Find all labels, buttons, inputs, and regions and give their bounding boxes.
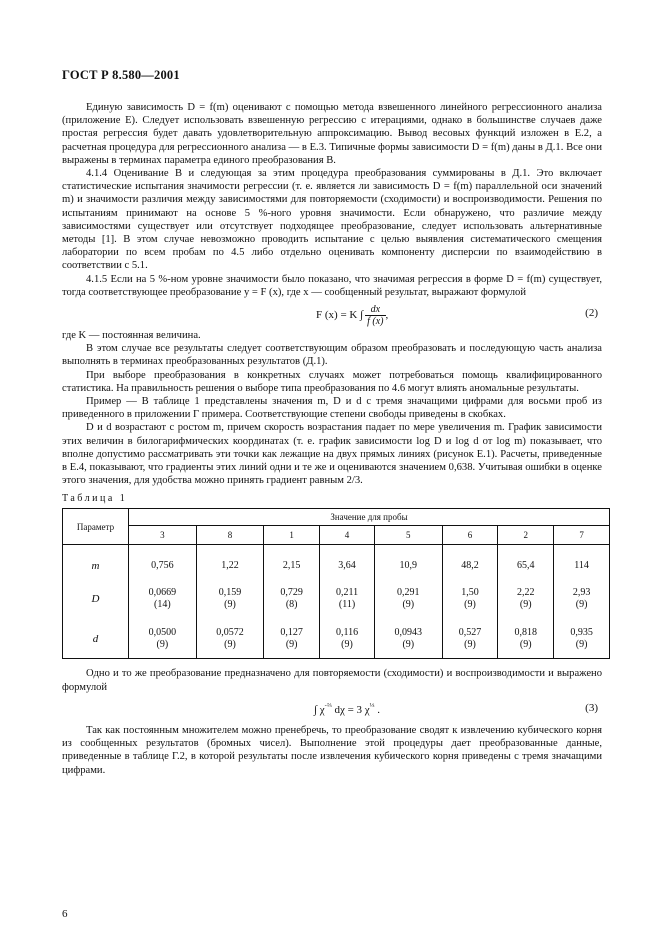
value-cell <box>498 579 554 619</box>
formula-2-lhs: F (x) = K ∫ <box>316 309 364 322</box>
cell-value: 2,93 <box>572 586 591 598</box>
cell-value: 0,0943 <box>394 626 423 638</box>
group-header: Значение для пробы <box>129 509 610 526</box>
cell-value: 0,127 <box>280 626 303 638</box>
value-cell <box>374 579 442 619</box>
paragraph-8: D и d возрастают с ростом m, причем скорость возрастания падает по мере увеличения m. График зависимости этих величин в билогарифмических координатах (т. е. график зависимости log D и log d от log m) показывает, что вполне допустимо рассматривать эти точки как лежащие на двух прямых линиях (рисунок E.1). Расчеты, приведенные в E.4, показывают, что градиенты этих линий одни и те же и оцениваются значением 0,638. Учитывая ошибки в оценке этого значения, для удобства можно принять градиент равным 2/3. <box>62 422 602 487</box>
value-cell <box>129 619 197 659</box>
formula-3-lhs: ∫ χ <box>314 703 325 716</box>
sample-header-cell: 7 <box>554 526 610 545</box>
cell-dof: (9) <box>341 638 353 650</box>
param-cell: D <box>63 579 129 619</box>
value-cell <box>196 579 264 619</box>
formula-2-fraction <box>365 304 385 327</box>
value-cell <box>554 545 610 579</box>
value-cell <box>498 545 554 579</box>
cell-value: 3,64 <box>338 560 356 572</box>
cell-dof: (14) <box>153 598 171 610</box>
table-body <box>63 545 610 659</box>
cell-dof: (9) <box>464 598 476 610</box>
cell-dof: (9) <box>224 638 236 650</box>
table-row <box>63 619 610 659</box>
cell-value: 0,159 <box>218 586 242 598</box>
value-cell <box>320 545 375 579</box>
value-cell <box>196 545 264 579</box>
cell-value: 0,291 <box>397 586 420 598</box>
param-cell: m <box>63 545 129 579</box>
value-cell <box>264 619 320 659</box>
formula-2-numerator: dx <box>365 304 385 316</box>
cell-dof: (9) <box>156 638 169 650</box>
page-number: 6 <box>62 908 68 920</box>
sample-header-cell: 1 <box>264 526 320 545</box>
cell-value: 0,527 <box>458 626 482 638</box>
cell-value: 10,9 <box>399 560 418 572</box>
sample-header-cell: 5 <box>374 526 442 545</box>
value-cell <box>264 579 320 619</box>
value-cell <box>374 619 442 659</box>
sample-header-cell: 4 <box>320 526 375 545</box>
value-cell <box>320 579 375 619</box>
value-cell <box>264 545 320 579</box>
table-row <box>63 545 610 579</box>
cell-value: 0,116 <box>335 626 359 638</box>
value-cell <box>498 619 554 659</box>
cell-value: 0,818 <box>514 626 537 638</box>
paragraph-where-k: где K — постоянная величина. <box>62 330 201 342</box>
value-cell <box>442 545 498 579</box>
cell-value: 65,4 <box>517 560 535 572</box>
value-cell <box>554 579 610 619</box>
cell-dof: (9) <box>285 638 298 650</box>
formula-2-number: (2) <box>585 307 598 320</box>
cell-value: 0,729 <box>280 586 303 598</box>
cell-value: 2,15 <box>282 560 301 572</box>
paragraph-10: Так как постоянным множителем можно пренебречь, то преобразование сводят к извлечению кубического корня из сообщенных результатов (бромных чисел). Выполнение этой процедуры дает преобразованные данные, приведенные в таблице Г.2, в которой результаты после извлечения кубического корня приведены с тремя значащими цифрами. <box>62 724 602 776</box>
sample-header-cell: 2 <box>498 526 554 545</box>
cell-value: 0,756 <box>151 560 174 572</box>
param-cell: d <box>63 619 129 659</box>
formula-3-mid: dχ = 3 χ <box>331 703 370 716</box>
cell-value: 0,0572 <box>216 626 244 638</box>
sample-header-cell: 6 <box>442 526 498 545</box>
paragraph-6: При выборе преобразования в конкретных случаях может потребоваться помощь квалифицированного статистика. На правильность решения о выборе типа преобразования по 4.6 могут влиять аномальные результаты. <box>62 369 602 394</box>
sample-header-cell: 3 <box>129 526 197 545</box>
cell-value: 0,935 <box>570 626 593 638</box>
cell-value: 0,0500 <box>148 626 177 638</box>
cell-dof: (8) <box>285 598 298 610</box>
cell-dof: (9) <box>575 598 588 610</box>
formula-3-number: (3) <box>585 701 598 714</box>
cell-dof: (9) <box>519 638 532 650</box>
cell-value: 114 <box>574 560 589 572</box>
value-cell <box>129 579 197 619</box>
value-cell <box>374 545 442 579</box>
cell-dof: (9) <box>464 638 476 650</box>
formula-3 <box>62 694 602 724</box>
sample-header-row <box>63 526 610 545</box>
paragraph-5: В этом случае все результаты следует соответствующим образом преобразовать и последующую часть анализа выполнять в терминах преобразованных результатов (Д.1). <box>62 343 602 368</box>
cell-value: 48,2 <box>461 560 479 572</box>
cell-value: 0,211 <box>335 586 359 598</box>
sample-header-cell: 8 <box>196 526 264 545</box>
cell-dof: (9) <box>519 598 532 610</box>
paragraph-4-1-4: 4.1.4 Оценивание B и следующая за этим процедура преобразования суммированы в Д.1. Это включает статистические испытания значимости регрессии (т. е. является ли зависимость D = f(m) параллельной оси значений m) и значимости различия между зависимостями для повторяемости (сходимости) и воспроизводимости. Решения по испытаниям принимают на основе 5 %-ного уровня значимости. Если обнаружено, что различие между зависимостями существует или отсутствует подходящее преобразование, следует использовать альтернативные методы [1]. В этом случае невозможно проводить испытание с целью выявления систематического смещения лаборатории по всем пробам по 4.5 либо отдельно оценивать компоненту дисперсии по взаимодействию в соответствии с 5.1. <box>62 168 602 272</box>
formula-3-exponent-1: -⅔ <box>324 701 332 709</box>
document-page <box>62 68 602 777</box>
param-header: Параметр <box>63 509 129 545</box>
value-cell <box>320 619 375 659</box>
formula-3-tail: . <box>374 703 381 716</box>
cell-value: 2,22 <box>517 586 535 598</box>
paragraph-9: Одно и то же преобразование предназначено для повторяемости (сходимости) и воспроизводимости и выражено формулой <box>62 668 602 693</box>
cell-dof: (11) <box>338 598 356 610</box>
paragraph-4-1-5: 4.1.5 Если на 5 %-ном уровне значимости было показано, что значимая регрессия в форме D = f(m) существует, тогда соответствующее преобразование y = F (x), где x — сообщенный результат, выражают формулой <box>62 273 602 298</box>
table-caption: Таблица 1 <box>62 493 128 505</box>
value-cell <box>196 619 264 659</box>
formula-2 <box>62 299 602 329</box>
cell-value: 0,0669 <box>148 586 177 598</box>
cell-dof: (9) <box>224 598 236 610</box>
cell-value: 1,22 <box>221 560 239 572</box>
table-row <box>63 579 610 619</box>
cell-dof: (9) <box>402 638 415 650</box>
cell-dof: (9) <box>402 598 415 610</box>
value-cell <box>554 619 610 659</box>
cell-dof: (9) <box>575 638 588 650</box>
paragraph-example: Пример — В таблице 1 представлены значения m, D и d с тремя значащими цифрами для восьми проб из приведенного в приложении Г примера. Соответствующие степени свободы приведены в скобках. <box>62 396 602 421</box>
formula-3-expression <box>314 702 380 716</box>
data-table <box>62 508 610 659</box>
formula-2-denominator: f (x) <box>367 316 384 328</box>
formula-3-exponent-2: ⅓ <box>369 701 375 709</box>
cell-value: 1,50 <box>461 586 479 598</box>
formula-2-expression <box>316 304 388 327</box>
document-header: ГОСТ Р 8.580—2001 <box>62 68 180 82</box>
paragraph-1: Единую зависимость D = f(m) оценивают с помощью метода взвешенного линейного регрессионного анализа (приложение E). Следует использовать взвешенную регрессию с итерациями, однако в большинстве случаев даже простая регрессия будет давать удовлетворительную аппроксимацию. Вывод весовых функций изложен в E.2, а расчетная процедура для регрессионного анализа — в E.3. Типичные формы зависимости D = f(m) даны в Д.1. Все они выражены в терминах параметра единого преобразования B. <box>62 102 602 166</box>
value-cell <box>442 619 498 659</box>
formula-2-tail: , <box>385 309 389 322</box>
value-cell <box>129 545 197 579</box>
value-cell <box>442 579 498 619</box>
